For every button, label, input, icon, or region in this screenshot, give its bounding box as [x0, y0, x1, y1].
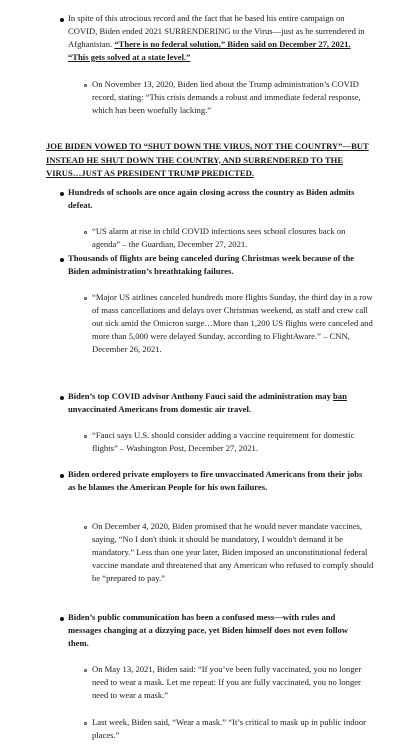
sub-bullet: [84, 231, 87, 234]
sub-paragraph-nov13: On November 13, 2020, Biden lied about the Trump administration’s COVID record, stating: “This crisis demands a robust and immediate federal response, which has been woefully lacking.”: [92, 79, 361, 115]
sub-bullet: [84, 297, 87, 300]
paragraph-surrender: [68, 12, 368, 64]
list-bullet: [60, 258, 64, 262]
wapo-quote: “Fauci says U.S. should consider adding a vaccine requirement for domestic flights” – Washington Post, December 27, 2021.: [92, 430, 355, 453]
sub-bullet: [84, 435, 87, 438]
cnn-quote: “Major US airlines canceled hundreds more flights Sunday, the third day in a row of mass cancellations and delays over Christmas weekend, as staff and crew call out sick amid the Omicron surge…More than 1,200 US flights were canceled and more than 5,000 were delayed Sunday, according to FlightAware.” – CNN, December 26, 2021.: [92, 292, 373, 354]
list-bullet: [60, 617, 64, 621]
public-communication: Biden’s public communication has been a confused mess—with rules and messages changing at a dizzying pace, yet Biden himself does not even follow them.: [68, 612, 349, 648]
flights-canceled: Thousands of flights are being canceled during Christmas week because of the Biden administration’s breathtaking failures.: [68, 253, 355, 276]
mask-up-quote: Last week, Biden said, “Wear a mask.” “It’s critical to mask up in public indoor places.”: [92, 717, 366, 740]
sub-bullet: [84, 526, 87, 529]
list-bullet: [60, 474, 64, 478]
section-heading: JOE BIDEN VOWED TO “SHUT DOWN THE VIRUS, NOT THE COUNTRY”—BUT INSTEAD HE SHUT DOWN THE COUNTRY, AND SURRENDERED TO THE VIRUS…JUST AS PRESIDENT TRUMP PREDICTED.: [46, 141, 369, 178]
guardian-quote: “US alarm at rise in child COVID infections sees school closures back on agenda” – the Guardian, December 27, 2021.: [92, 226, 346, 249]
schools-closing: Hundreds of schools are once again closing across the country as Biden admits defeat.: [68, 187, 355, 210]
fauci-text-b: unvaccinated Americans from domestic air travel.: [68, 404, 251, 414]
private-employers: Biden ordered private employers to fire unvaccinated Americans from their jobs as he blames the American People for his own failures.: [68, 469, 363, 492]
sub-bullet: [84, 722, 87, 725]
surrender-text: In spite of this atrocious record and the fact that he based his entire campaign on COVID, Biden ended 2021 SURRENDERING to the Virus—just as he surrendered in Afghanistan.: [68, 13, 365, 49]
list-bullet: [60, 192, 64, 196]
mandate-promise: On December 4, 2020, Biden promised that he would never mandate vaccines, saying, “No I don't think it should be mandatory, I wouldn't demand it be mandatory.” Less than one year later, Biden imposed an unconstitutional federal vaccine mandate and threatened that any American who refused to comply should be “prepared to pay.”: [92, 521, 374, 583]
list-bullet: [60, 18, 64, 22]
biden-quote-link[interactable]: “There is no federal solution,” Biden said on December 27, 2021. “This gets solved at a state level.”: [68, 39, 351, 62]
may13-quote: On May 13, 2021, Biden said: “If you’ve been fully vaccinated, you no longer need to wear a mask. Let me repeat: If you are fully vaccinated, you no longer need to wear a mask.”: [92, 664, 362, 700]
sub-bullet: [84, 84, 87, 87]
sub-bullet: [84, 669, 87, 672]
fauci-text-a: Biden’s top COVID advisor Anthony Fauci said the administration may: [68, 391, 334, 401]
list-bullet: [60, 396, 64, 400]
fauci-air-travel: [68, 390, 368, 416]
ban-word: ban: [333, 391, 347, 401]
